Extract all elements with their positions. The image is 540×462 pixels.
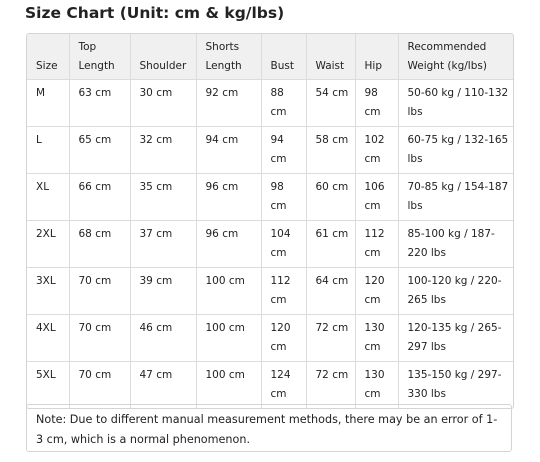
- table-cell: 72 cm: [306, 362, 355, 409]
- table-cell: 47 cm: [130, 362, 196, 409]
- header-cell: Bust: [261, 34, 306, 80]
- table-cell: 124 cm: [261, 362, 306, 409]
- header-cell: Shoulder: [130, 34, 196, 80]
- header-cell: Waist: [306, 34, 355, 80]
- table-row: [27, 174, 513, 221]
- table-row: [27, 221, 513, 268]
- table-cell: 120 cm: [261, 315, 306, 362]
- table-cell: 98 cm: [261, 174, 306, 221]
- table-cell: 35 cm: [130, 174, 196, 221]
- table-cell: 30 cm: [130, 80, 196, 127]
- table-cell: 70-85 kg / 154-187 lbs: [398, 174, 513, 221]
- table-cell: M: [27, 80, 69, 127]
- table-cell: 60-75 kg / 132-165 lbs: [398, 127, 513, 174]
- table-cell: 120-135 kg / 265-297 lbs: [398, 315, 513, 362]
- table-cell: 70 cm: [69, 362, 130, 409]
- table-cell: 65 cm: [69, 127, 130, 174]
- table-cell: 5XL: [27, 362, 69, 409]
- table-cell: 66 cm: [69, 174, 130, 221]
- table-cell: 106 cm: [355, 174, 398, 221]
- table-cell: 104 cm: [261, 221, 306, 268]
- table-cell: 32 cm: [130, 127, 196, 174]
- table-row: [27, 268, 513, 315]
- size-table-container: [26, 33, 514, 409]
- measurement-note: Note: Due to different manual measurement methods, there may be an error of 1-3 cm, which is a normal phenomenon.: [26, 404, 512, 452]
- table-cell: XL: [27, 174, 69, 221]
- table-cell: 100 cm: [196, 362, 261, 409]
- table-cell: 50-60 kg / 110-132 lbs: [398, 80, 513, 127]
- table-cell: 100-120 kg / 220-265 lbs: [398, 268, 513, 315]
- table-row: [27, 80, 513, 127]
- table-cell: 135-150 kg / 297-330 lbs: [407, 369, 502, 400]
- table-cell: 64 cm: [306, 268, 355, 315]
- table-cell: 92 cm: [196, 80, 261, 127]
- table-cell: 100 cm: [196, 315, 261, 362]
- table-cell: 120 cm: [355, 268, 398, 315]
- table-cell: 130 cm: [355, 315, 398, 362]
- table-cell: 63 cm: [69, 80, 130, 127]
- table-cell: 96 cm: [196, 174, 261, 221]
- table-cell: 58 cm: [306, 127, 355, 174]
- table-cell: 54 cm: [306, 80, 355, 127]
- table-cell: 94 cm: [196, 127, 261, 174]
- table-cell: 37 cm: [130, 221, 196, 268]
- table-cell: 88 cm: [261, 80, 306, 127]
- table-cell: 112 cm: [261, 268, 306, 315]
- table-cell: 102 cm: [355, 127, 398, 174]
- chart-title: Size Chart (Unit: cm & kg/lbs): [25, 4, 285, 22]
- table-cell: 4XL: [27, 315, 69, 362]
- header-cell: Recommended Weight (kg/lbs): [398, 34, 513, 80]
- table-cell: 61 cm: [306, 221, 355, 268]
- header-cell: Top Length: [69, 34, 130, 80]
- table-cell: 60 cm: [306, 174, 355, 221]
- table-row: [27, 315, 513, 362]
- table-cell: 85-100 kg / 187-220 lbs: [398, 221, 513, 268]
- table-cell: 70 cm: [69, 268, 130, 315]
- table-row: [27, 127, 513, 174]
- table-cell: 100 cm: [196, 268, 261, 315]
- header-cell: Size: [27, 34, 69, 80]
- table-cell: 94 cm: [261, 127, 306, 174]
- header-cell: Shorts Length: [196, 34, 261, 80]
- table-cell: 96 cm: [196, 221, 261, 268]
- table-cell: 46 cm: [130, 315, 196, 362]
- header-cell: Hip: [355, 34, 398, 80]
- table-cell: 72 cm: [306, 315, 355, 362]
- table-cell: 39 cm: [130, 268, 196, 315]
- size-table: [27, 34, 513, 408]
- table-cell: L: [27, 127, 69, 174]
- table-header-row: [27, 34, 513, 80]
- table-cell: 70 cm: [69, 315, 130, 362]
- table-cell: 68 cm: [69, 221, 130, 268]
- table-cell: 130 cm: [355, 362, 398, 409]
- table-cell: 112 cm: [355, 221, 398, 268]
- table-row: [27, 362, 513, 409]
- table-cell: 3XL: [27, 268, 69, 315]
- table-cell: 2XL: [27, 221, 69, 268]
- table-cell: 98 cm: [355, 80, 398, 127]
